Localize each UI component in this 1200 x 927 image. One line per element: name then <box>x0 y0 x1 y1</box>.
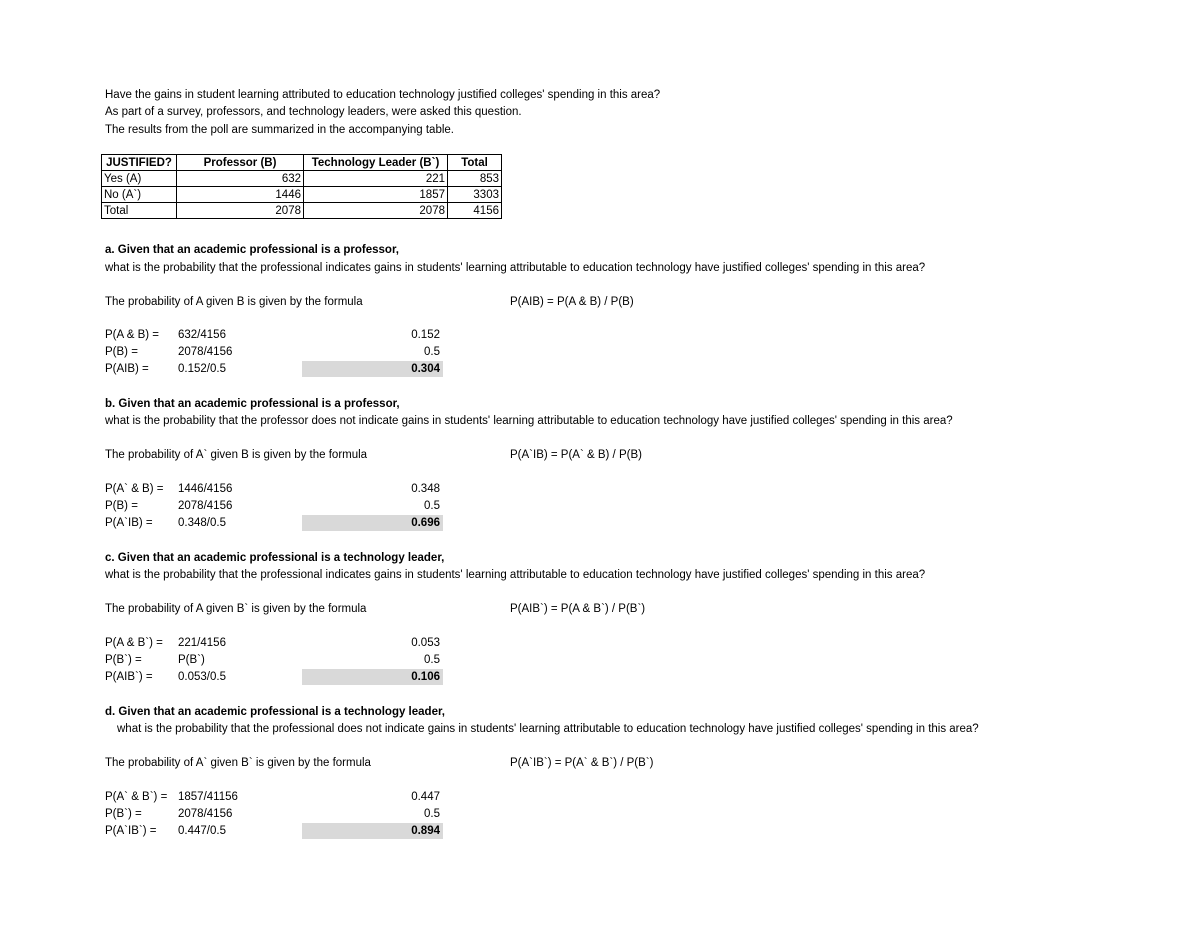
result-value: 0.894 <box>411 825 440 837</box>
result-value: 0.696 <box>411 517 440 529</box>
calc-expression: 2078/4156 <box>178 808 233 820</box>
formula-description: The probability of A` given B` is given by the formula <box>105 757 371 769</box>
calc-label: P(AIB) = <box>105 363 149 375</box>
calc-expression: P(B`) <box>178 654 205 666</box>
calc-expression: 0.053/0.5 <box>178 671 226 683</box>
table-cell: 632 <box>177 171 304 187</box>
result-value: 0.304 <box>411 363 440 375</box>
table-header: Total <box>448 155 502 171</box>
formula: P(AIB`) = P(A & B`) / P(B`) <box>510 603 646 615</box>
formula: P(AIB) = P(A & B) / P(B) <box>510 296 634 308</box>
section-heading: d. Given that an academic professional is a technology leader, <box>105 706 445 718</box>
calc-label: P(A & B`) = <box>105 637 163 649</box>
calc-label: P(B`) = <box>105 654 142 666</box>
table-cell: 3303 <box>448 187 502 203</box>
calc-value: 0.5 <box>424 654 440 666</box>
formula-description: The probability of A given B is given by the formula <box>105 296 363 308</box>
calc-label: P(A & B) = <box>105 329 160 341</box>
calc-expression: 2078/4156 <box>178 346 233 358</box>
formula-description: The probability of A given B` is given by the formula <box>105 603 367 615</box>
table-cell: 853 <box>448 171 502 187</box>
section-question: what is the probability that the professional does not indicate gains in students' learning attributable to education technology have justified colleges' spending in this area? <box>117 723 979 735</box>
calc-expression: 1446/4156 <box>178 483 233 495</box>
intro-line: Have the gains in student learning attributed to education technology justified colleges' spending in this area? <box>105 89 661 101</box>
table-row <box>102 171 502 187</box>
calc-value: 0.053 <box>411 637 440 649</box>
table-header-row <box>102 155 502 171</box>
calc-label: P(A`IB`) = <box>105 825 157 837</box>
calc-label: P(B) = <box>105 346 138 358</box>
intro-line: As part of a survey, professors, and technology leaders, were asked this question. <box>105 106 522 118</box>
formula: P(A`IB`) = P(A` & B`) / P(B`) <box>510 757 654 769</box>
table-cell: 1857 <box>304 187 448 203</box>
calc-value: 0.447 <box>411 791 440 803</box>
calc-expression: 221/4156 <box>178 637 226 649</box>
calc-value: 0.5 <box>424 500 440 512</box>
table-cell: 4156 <box>448 203 502 219</box>
table-row <box>102 187 502 203</box>
section-heading: c. Given that an academic professional is a technology leader, <box>105 552 445 564</box>
table-cell: 2078 <box>304 203 448 219</box>
table-header: JUSTIFIED? <box>102 155 177 171</box>
section-heading: b. Given that an academic professional is a professor, <box>105 398 400 410</box>
table-cell: 221 <box>304 171 448 187</box>
table-cell: 2078 <box>177 203 304 219</box>
formula: P(A`IB) = P(A` & B) / P(B) <box>510 449 642 461</box>
calc-expression: 1857/41156 <box>178 791 238 803</box>
survey-table <box>101 154 502 219</box>
calc-label: P(A` & B) = <box>105 483 164 495</box>
calc-value: 0.348 <box>411 483 440 495</box>
section-question: what is the probability that the professional indicates gains in students' learning attributable to education technology have justified colleges' spending in this area? <box>105 262 926 274</box>
table-header: Technology Leader (B`) <box>304 155 448 171</box>
calc-expression: 632/4156 <box>178 329 226 341</box>
table-header: Professor (B) <box>177 155 304 171</box>
formula-description: The probability of A` given B is given by the formula <box>105 449 368 461</box>
table-row <box>102 203 502 219</box>
calc-expression: 0.447/0.5 <box>178 825 226 837</box>
section-question: what is the probability that the professor does not indicate gains in students' learning attributable to education technology have justified colleges' spending in this area? <box>105 415 953 427</box>
calc-label: P(A`IB) = <box>105 517 153 529</box>
calc-label: P(B`) = <box>105 808 142 820</box>
calc-value: 0.5 <box>424 346 440 358</box>
table-cell: Yes (A) <box>102 171 177 187</box>
calc-expression: 2078/4156 <box>178 500 233 512</box>
table-cell: No (A`) <box>102 187 177 203</box>
table-cell: Total <box>102 203 177 219</box>
calc-expression: 0.348/0.5 <box>178 517 226 529</box>
table-cell: 1446 <box>177 187 304 203</box>
calc-value: 0.152 <box>411 329 440 341</box>
calc-value: 0.5 <box>424 808 440 820</box>
intro-line: The results from the poll are summarized in the accompanying table. <box>105 124 454 136</box>
calc-label: P(B) = <box>105 500 138 512</box>
calc-expression: 0.152/0.5 <box>178 363 226 375</box>
section-heading: a. Given that an academic professional is a professor, <box>105 244 399 256</box>
calc-label: P(AIB`) = <box>105 671 153 683</box>
calc-label: P(A` & B`) = <box>105 791 168 803</box>
section-question: what is the probability that the professional indicates gains in students' learning attributable to education technology have justified colleges' spending in this area? <box>105 569 926 581</box>
result-value: 0.106 <box>411 671 440 683</box>
